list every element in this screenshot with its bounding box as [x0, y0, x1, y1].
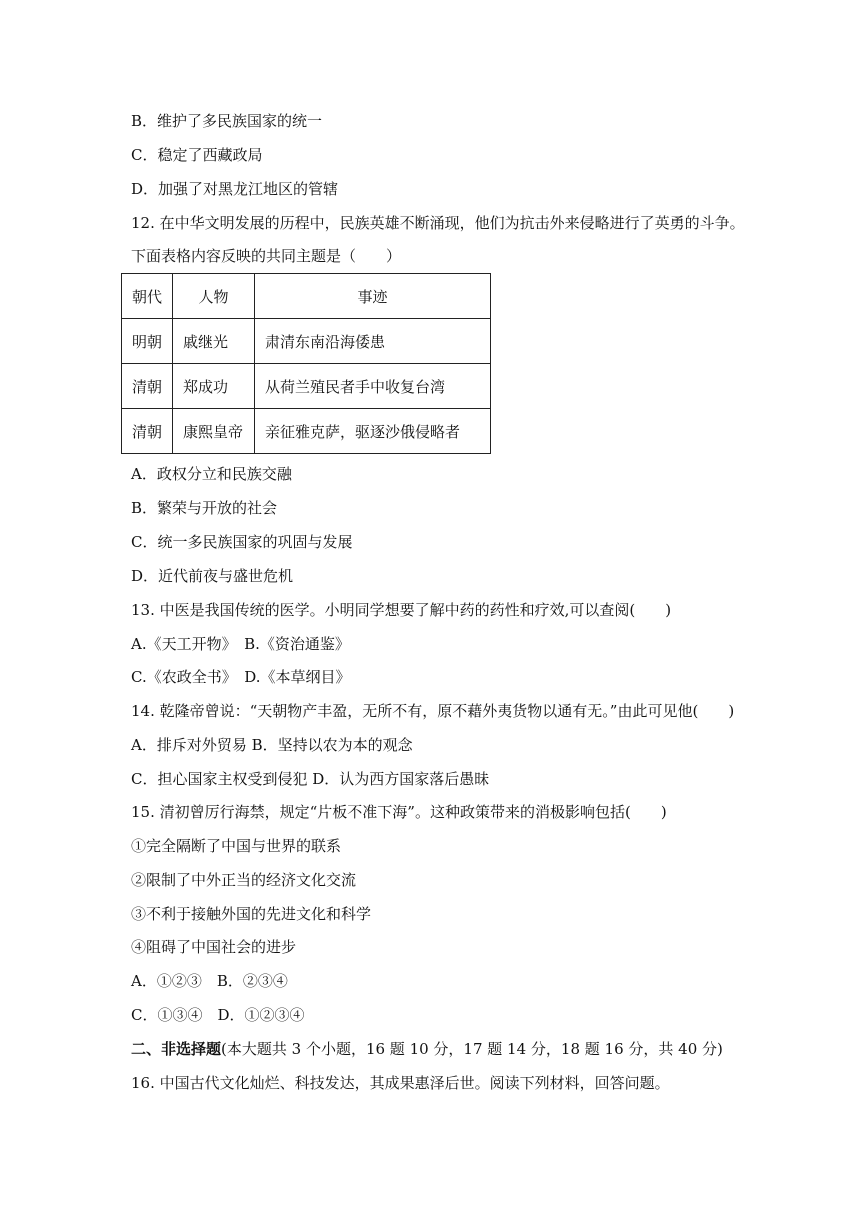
q11-option-d: D．加强了对黑龙江地区的管辖	[131, 180, 339, 198]
table-cell-dynasty: 清朝	[122, 409, 173, 454]
q16-stem: 16. 中国古代文化灿烂、科技发达，其成果惠泽后世。阅读下列材料，回答问题。	[131, 1074, 670, 1092]
q14-stem: 14. 乾隆帝曾说：“天朝物产丰盈，无所不有，原不藉外夷货物以通有无。”由此可见他( )	[131, 702, 735, 720]
table-row	[122, 409, 491, 454]
table-row	[122, 319, 491, 364]
table-header-person: 人物	[173, 274, 255, 319]
q14-options-line2: C．担心国家主权受到侵犯 D．认为西方国家落后愚昧	[131, 770, 490, 788]
q11-option-b: B．维护了多民族国家的统一	[131, 112, 323, 130]
q12-option-c: C．统一多民族国家的巩固与发展	[131, 533, 353, 551]
q13-stem: 13. 中医是我国传统的医学。小明同学想要了解中药的药性和疗效,可以查阅( )	[131, 601, 672, 619]
q15-item-2: ②限制了中外正当的经济文化交流	[131, 871, 357, 889]
table-cell-deeds: 亲征雅克萨，驱逐沙俄侵略者	[255, 409, 491, 454]
q12-option-d: D．近代前夜与盛世危机	[131, 567, 294, 585]
table-header-row	[122, 274, 491, 319]
q15-options-line1: A．①②③ B．②③④	[131, 972, 288, 990]
q13-options-line2: C.《农政全书》 D.《本草纲目》	[131, 668, 351, 686]
section2-note: (本大题共 3 个小题，16 题 10 分，17 题 14 分，18 题 16 分，共 40 分)	[221, 1040, 723, 1058]
q11-option-c: C．稳定了西藏政局	[131, 146, 263, 164]
table-header-deeds: 事迹	[255, 274, 491, 319]
q15-item-1: ①完全隔断了中国与世界的联系	[131, 837, 342, 855]
q12-option-a: A．政权分立和民族交融	[131, 465, 292, 483]
table-cell-person: 郑成功	[173, 364, 255, 409]
table-cell-deeds: 从荷兰殖民者手中收复台湾	[255, 364, 491, 409]
table-header-dynasty: 朝代	[122, 274, 173, 319]
events-table	[121, 273, 491, 454]
table-cell-person: 康熙皇帝	[173, 409, 255, 454]
section2-heading	[131, 1039, 723, 1059]
q12-option-b: B．繁荣与开放的社会	[131, 499, 278, 517]
table-cell-person: 戚继光	[173, 319, 255, 364]
q15-item-4: ④阻碍了中国社会的进步	[131, 938, 297, 956]
table-cell-deeds: 肃清东南沿海倭患	[255, 319, 491, 364]
section2-title: 二、非选择题	[131, 1040, 222, 1058]
q13-options-line1: A.《天工开物》 B.《资治通鉴》	[131, 635, 350, 653]
table-cell-dynasty: 清朝	[122, 364, 173, 409]
table-cell-dynasty: 明朝	[122, 319, 173, 364]
q15-stem: 15. 清初曾厉行海禁，规定“片板不准下海”。这种政策带来的消极影响包括( )	[131, 803, 667, 821]
q14-options-line1: A．排斥对外贸易 B．坚持以农为本的观念	[131, 736, 413, 754]
q12-stem-line1: 12. 在中华文明发展的历程中，民族英雄不断涌现，他们为抗击外来侵略进行了英勇的斗争。	[131, 214, 745, 232]
q15-options-line2: C．①③④ D．①②③④	[131, 1006, 305, 1024]
table-row	[122, 364, 491, 409]
q15-item-3: ③不利于接触外国的先进文化和科学	[131, 905, 372, 923]
q12-stem-line2: 下面表格内容反映的共同主题是（ ）	[131, 247, 402, 265]
